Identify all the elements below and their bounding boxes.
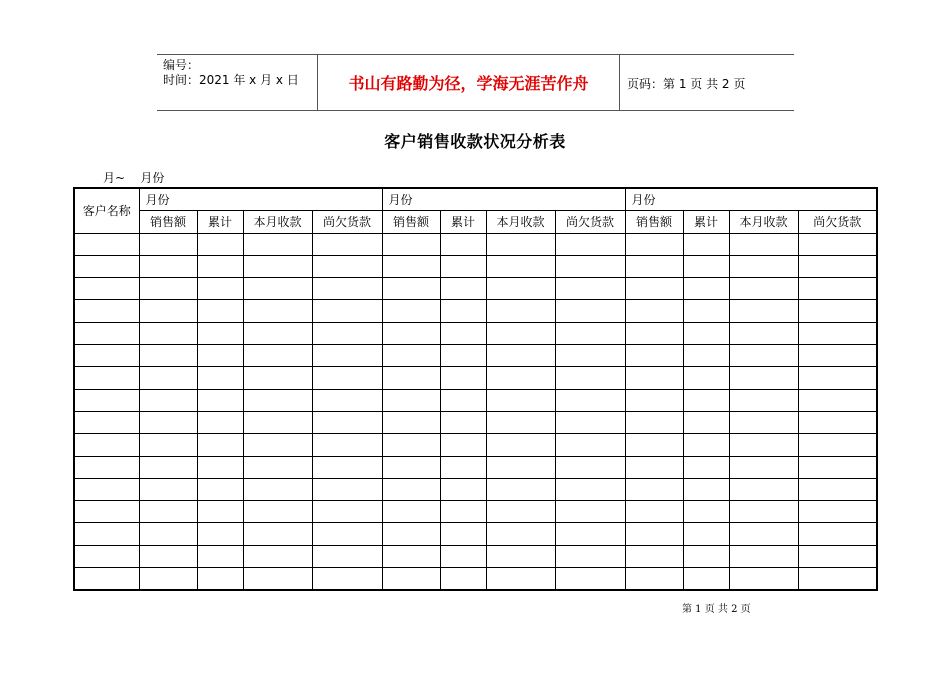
table-cell <box>798 367 877 389</box>
table-cell <box>683 389 729 411</box>
table-cell <box>798 501 877 523</box>
table-cell <box>440 367 486 389</box>
table-cell <box>555 278 625 300</box>
customer-name-cell <box>74 367 139 389</box>
table-cell <box>243 411 312 433</box>
analysis-table <box>73 187 878 591</box>
table-cell <box>440 545 486 567</box>
table-cell <box>625 456 683 478</box>
table-cell <box>440 278 486 300</box>
table-cell <box>625 255 683 277</box>
cumulative-header: 累计 <box>683 211 729 233</box>
table-cell <box>139 411 197 433</box>
table-cell <box>440 434 486 456</box>
table-cell <box>625 411 683 433</box>
table-cell <box>197 456 243 478</box>
table-cell <box>382 434 440 456</box>
table-cell <box>625 233 683 255</box>
table-cell <box>729 478 798 500</box>
table-cell <box>555 367 625 389</box>
table-cell <box>729 345 798 367</box>
table-cell <box>197 568 243 591</box>
table-cell <box>798 545 877 567</box>
table-cell <box>625 545 683 567</box>
table-cell <box>312 389 382 411</box>
table-cell <box>625 389 683 411</box>
table-cell <box>139 255 197 277</box>
table-cell <box>312 411 382 433</box>
table-cell <box>382 322 440 344</box>
customer-name-cell <box>74 501 139 523</box>
table-cell <box>382 523 440 545</box>
table-row <box>74 523 877 545</box>
sales-header: 销售额 <box>382 211 440 233</box>
table-cell <box>798 389 877 411</box>
period-label: 月~ 月份 <box>103 171 165 185</box>
table-cell <box>486 568 555 591</box>
table-cell <box>197 255 243 277</box>
table-row <box>74 389 877 411</box>
table-cell <box>440 456 486 478</box>
table-cell <box>798 523 877 545</box>
table-cell <box>798 434 877 456</box>
table-cell <box>197 389 243 411</box>
table-cell <box>683 478 729 500</box>
table-cell <box>729 278 798 300</box>
table-cell <box>139 278 197 300</box>
table-cell <box>555 478 625 500</box>
table-cell <box>440 523 486 545</box>
table-cell <box>798 255 877 277</box>
table-cell <box>683 411 729 433</box>
table-cell <box>555 568 625 591</box>
table-cell <box>312 434 382 456</box>
table-cell <box>139 389 197 411</box>
table-cell <box>486 501 555 523</box>
table-cell <box>382 501 440 523</box>
table-row <box>74 367 877 389</box>
table-cell <box>729 255 798 277</box>
table-cell <box>243 434 312 456</box>
table-row <box>74 345 877 367</box>
table-cell <box>555 389 625 411</box>
table-cell <box>486 322 555 344</box>
table-cell <box>729 322 798 344</box>
table-cell <box>139 545 197 567</box>
table-cell <box>729 300 798 322</box>
table-cell <box>486 233 555 255</box>
table-cell <box>729 233 798 255</box>
table-cell <box>729 434 798 456</box>
customer-name-cell <box>74 278 139 300</box>
table-cell <box>139 322 197 344</box>
table-cell <box>440 233 486 255</box>
table-cell <box>139 523 197 545</box>
table-cell <box>683 434 729 456</box>
table-cell <box>243 255 312 277</box>
table-cell <box>555 456 625 478</box>
table-cell <box>798 568 877 591</box>
table-cell <box>243 389 312 411</box>
table-cell <box>625 345 683 367</box>
table-cell <box>555 523 625 545</box>
table-cell <box>197 322 243 344</box>
table-cell <box>243 568 312 591</box>
page-footer: 第 1 页 共 2 页 <box>682 604 751 615</box>
table-cell <box>312 478 382 500</box>
table-cell <box>486 434 555 456</box>
table-cell <box>312 345 382 367</box>
table-cell <box>312 278 382 300</box>
cumulative-header: 累计 <box>440 211 486 233</box>
table-cell <box>683 545 729 567</box>
outstanding-header: 尚欠货款 <box>312 211 382 233</box>
table-cell <box>243 300 312 322</box>
table-row <box>74 478 877 500</box>
table-cell <box>243 501 312 523</box>
table-cell <box>729 367 798 389</box>
table-cell <box>683 278 729 300</box>
table-cell <box>197 434 243 456</box>
table-cell <box>440 501 486 523</box>
table-row <box>74 278 877 300</box>
table-cell <box>555 233 625 255</box>
table-row <box>74 434 877 456</box>
table-cell <box>382 300 440 322</box>
table-row <box>74 322 877 344</box>
month-header-row <box>74 188 877 211</box>
table-cell <box>197 545 243 567</box>
table-cell <box>486 345 555 367</box>
table-cell <box>625 434 683 456</box>
table-cell <box>798 233 877 255</box>
table-row <box>74 456 877 478</box>
table-cell <box>197 501 243 523</box>
table-cell <box>683 523 729 545</box>
table-cell <box>312 568 382 591</box>
table-cell <box>197 345 243 367</box>
table-cell <box>197 411 243 433</box>
table-cell <box>486 300 555 322</box>
table-cell <box>312 255 382 277</box>
table-cell <box>555 345 625 367</box>
table-cell <box>312 501 382 523</box>
table-cell <box>683 367 729 389</box>
table-cell <box>625 478 683 500</box>
header-info-cell <box>157 55 318 110</box>
outstanding-header: 尚欠货款 <box>798 211 877 233</box>
table-cell <box>312 367 382 389</box>
table-cell <box>197 523 243 545</box>
table-cell <box>486 523 555 545</box>
table-cell <box>555 322 625 344</box>
table-body <box>74 233 877 590</box>
table-cell <box>683 501 729 523</box>
table-cell <box>139 478 197 500</box>
header-page-cell <box>620 55 794 110</box>
table-cell <box>197 478 243 500</box>
table-cell <box>486 545 555 567</box>
table-cell <box>312 322 382 344</box>
document-header <box>157 54 794 111</box>
customer-name-cell <box>74 255 139 277</box>
table-cell <box>625 523 683 545</box>
table-cell <box>440 345 486 367</box>
month-group-header: 月份 <box>382 188 625 211</box>
table-cell <box>382 233 440 255</box>
table-cell <box>486 389 555 411</box>
table-cell <box>625 322 683 344</box>
table-cell <box>382 345 440 367</box>
customer-name-cell <box>74 523 139 545</box>
table-cell <box>625 367 683 389</box>
table-cell <box>197 278 243 300</box>
table-cell <box>683 300 729 322</box>
time-label: 时间：2021 年 x 月 x 日 <box>163 73 299 87</box>
table-cell <box>382 545 440 567</box>
table-cell <box>798 278 877 300</box>
table-cell <box>555 255 625 277</box>
table-cell <box>798 411 877 433</box>
table-cell <box>486 278 555 300</box>
table-cell <box>729 523 798 545</box>
table-cell <box>555 434 625 456</box>
table-cell <box>382 568 440 591</box>
table-cell <box>486 255 555 277</box>
table-cell <box>312 233 382 255</box>
outstanding-header: 尚欠货款 <box>555 211 625 233</box>
table-cell <box>729 389 798 411</box>
customer-name-cell <box>74 478 139 500</box>
table-cell <box>382 411 440 433</box>
customer-name-cell <box>74 411 139 433</box>
customer-name-cell <box>74 345 139 367</box>
table-cell <box>312 456 382 478</box>
table-cell <box>312 523 382 545</box>
page-title: 客户销售收款状况分析表 <box>384 132 566 151</box>
table-cell <box>486 478 555 500</box>
customer-name-cell <box>74 545 139 567</box>
customer-name-cell <box>74 568 139 591</box>
monthly-receipt-header: 本月收款 <box>486 211 555 233</box>
table-cell <box>798 322 877 344</box>
monthly-receipt-header: 本月收款 <box>243 211 312 233</box>
number-label: 编号： <box>163 58 200 72</box>
table-cell <box>683 233 729 255</box>
month-group-header: 月份 <box>625 188 877 211</box>
table-cell <box>139 233 197 255</box>
table-cell <box>243 278 312 300</box>
customer-name-cell <box>74 300 139 322</box>
table-cell <box>729 568 798 591</box>
table-cell <box>139 456 197 478</box>
table-cell <box>440 255 486 277</box>
table-cell <box>197 367 243 389</box>
table-cell <box>440 300 486 322</box>
table-cell <box>243 523 312 545</box>
table-cell <box>243 322 312 344</box>
table-cell <box>243 545 312 567</box>
table-cell <box>486 411 555 433</box>
table-cell <box>197 233 243 255</box>
table-cell <box>243 233 312 255</box>
sub-header-row <box>74 211 877 233</box>
table-cell <box>440 411 486 433</box>
table-cell <box>729 501 798 523</box>
page-info: 页码：第 1 页 共 2 页 <box>627 77 746 91</box>
table-row <box>74 411 877 433</box>
table-cell <box>683 568 729 591</box>
sales-header: 销售额 <box>625 211 683 233</box>
table-cell <box>382 389 440 411</box>
table-cell <box>798 300 877 322</box>
table-row <box>74 255 877 277</box>
customer-name-cell <box>74 434 139 456</box>
table-cell <box>382 367 440 389</box>
table-cell <box>440 389 486 411</box>
table-cell <box>243 345 312 367</box>
table-row <box>74 300 877 322</box>
table-cell <box>243 478 312 500</box>
table-cell <box>312 300 382 322</box>
sales-header: 销售额 <box>139 211 197 233</box>
monthly-receipt-header: 本月收款 <box>729 211 798 233</box>
table-cell <box>486 456 555 478</box>
table-row <box>74 545 877 567</box>
table-cell <box>440 478 486 500</box>
table-cell <box>798 456 877 478</box>
table-cell <box>555 545 625 567</box>
table-cell <box>555 501 625 523</box>
table-cell <box>382 478 440 500</box>
table-cell <box>382 278 440 300</box>
table-row <box>74 568 877 591</box>
table-cell <box>798 345 877 367</box>
table-cell <box>139 367 197 389</box>
table-cell <box>197 300 243 322</box>
table-cell <box>139 300 197 322</box>
cumulative-header: 累计 <box>197 211 243 233</box>
table-cell <box>382 456 440 478</box>
table-cell <box>729 411 798 433</box>
table-cell <box>625 300 683 322</box>
table-cell <box>683 456 729 478</box>
table-row <box>74 501 877 523</box>
table-cell <box>382 255 440 277</box>
table-cell <box>555 411 625 433</box>
header-motto-cell <box>318 55 620 110</box>
table-cell <box>729 545 798 567</box>
table-row <box>74 233 877 255</box>
table-cell <box>729 456 798 478</box>
table-cell <box>312 545 382 567</box>
table-cell <box>798 478 877 500</box>
customer-name-header: 客户名称 <box>74 188 139 233</box>
table-cell <box>139 345 197 367</box>
table-cell <box>243 367 312 389</box>
table-cell <box>625 501 683 523</box>
table-cell <box>555 300 625 322</box>
customer-name-cell <box>74 456 139 478</box>
customer-name-cell <box>74 233 139 255</box>
table-cell <box>486 367 555 389</box>
table-cell <box>625 568 683 591</box>
table-cell <box>683 255 729 277</box>
table-cell <box>139 568 197 591</box>
table-cell <box>243 456 312 478</box>
table-cell <box>440 322 486 344</box>
table-cell <box>440 568 486 591</box>
table-cell <box>139 434 197 456</box>
table-cell <box>683 345 729 367</box>
table-cell <box>683 322 729 344</box>
table-cell <box>625 278 683 300</box>
customer-name-cell <box>74 322 139 344</box>
month-group-header: 月份 <box>139 188 382 211</box>
table-cell <box>139 501 197 523</box>
customer-name-cell <box>74 389 139 411</box>
motto: 书山有路勤为径，学海无涯苦作舟 <box>348 74 589 93</box>
